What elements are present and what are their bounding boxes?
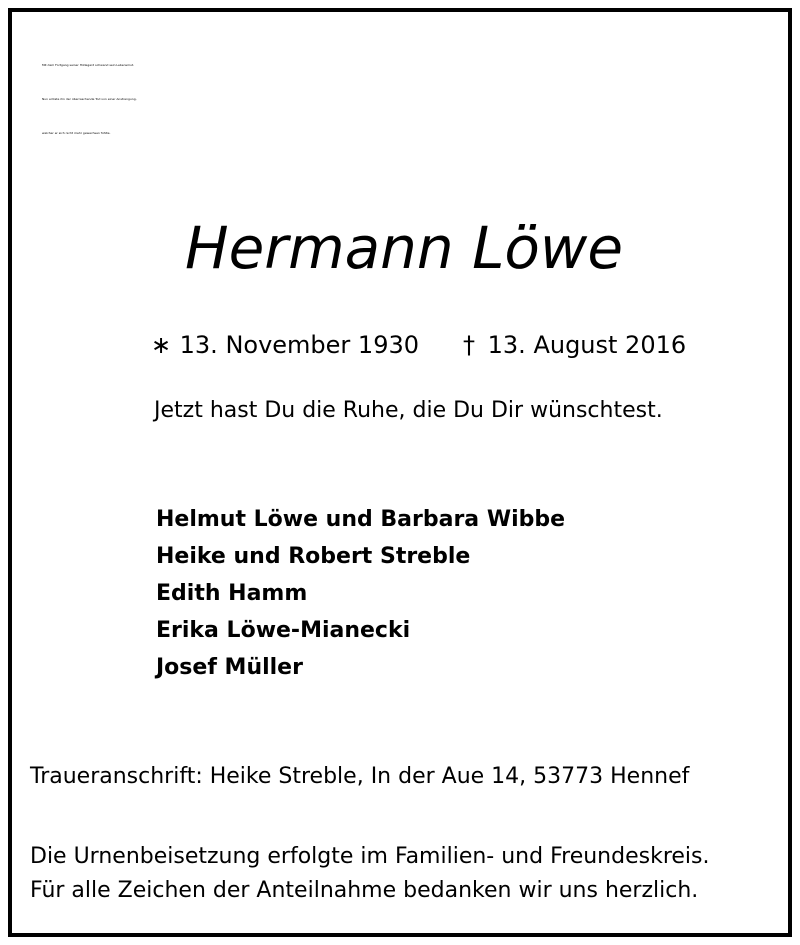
poem-line: welcher er sich nicht mehr gewachsen fühlte. <box>42 131 111 135</box>
obituary-notice <box>8 8 792 937</box>
farewell-quote: Jetzt hast Du die Ruhe, die Du Dir wünschtest. <box>154 398 663 423</box>
mourner-name: Helmut Löwe und Barbara Wibbe <box>156 507 566 532</box>
death-date-line <box>458 328 686 362</box>
mourner-name: Erika Löwe-Mianecki <box>156 618 411 643</box>
death-date: 13. August 2016 <box>487 331 687 359</box>
birth-star-icon: ∗ <box>150 331 172 359</box>
poem-line: Nun erlöste ihn der überraschende Tod von einer Anstrengung, <box>42 97 137 101</box>
birth-date: 13. November 1930 <box>179 331 419 359</box>
closing-note <box>30 840 710 908</box>
mourner-name: Josef Müller <box>156 655 303 680</box>
mourner-name: Heike und Robert Streble <box>156 544 471 569</box>
mourner-name: Edith Hamm <box>156 581 308 606</box>
mourners-list <box>156 501 565 686</box>
closing-line: Die Urnenbeisetzung erfolgte im Familien- und Freundeskreis. <box>30 844 710 869</box>
poem-line: Mit dem Fortgang seiner Hildegard schwand sein Lebensmut. <box>42 63 135 67</box>
death-cross-icon: † <box>463 331 475 359</box>
birth-date-line <box>150 328 419 362</box>
deceased-name: Hermann Löwe <box>184 214 624 282</box>
closing-line: Für alle Zeichen der Anteilnahme bedanken wir uns herzlich. <box>30 878 699 903</box>
memorial-poem <box>42 48 792 150</box>
mourning-address: Traueranschrift: Heike Streble, In der Aue 14, 53773 Hennef <box>30 764 690 789</box>
